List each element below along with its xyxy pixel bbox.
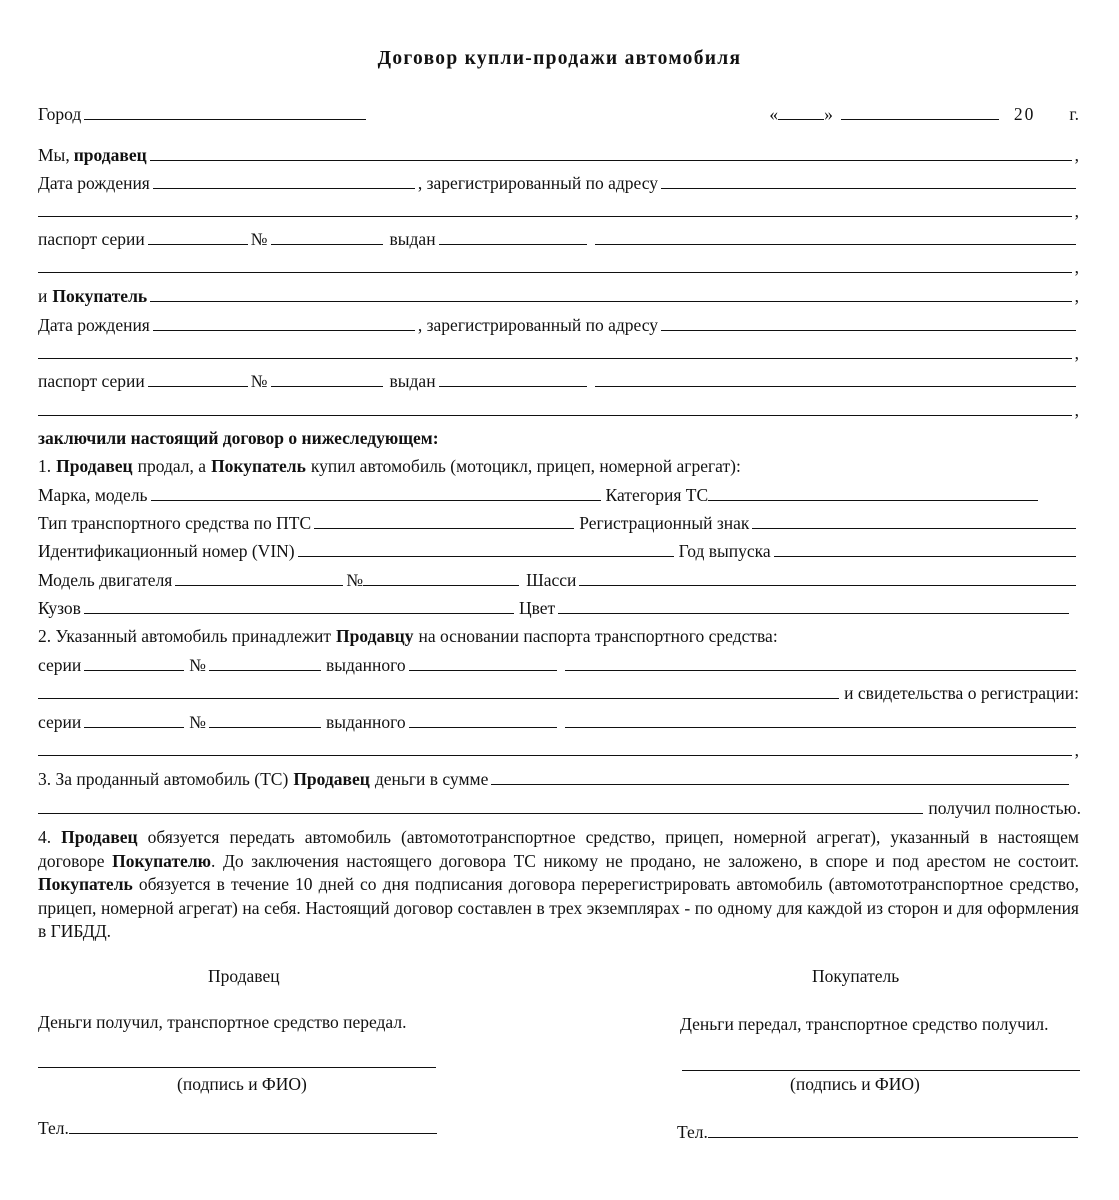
cert-issued-label: выданного — [325, 712, 406, 732]
pts-row-2 — [38, 680, 1079, 706]
buyer-address-field[interactable] — [661, 312, 1076, 331]
reg-plate-field[interactable] — [752, 510, 1076, 529]
comma: , — [1074, 740, 1079, 760]
city-label: Город — [38, 104, 82, 124]
clause1-sold: продал, а — [137, 456, 207, 476]
registered-label: , зарегистрированный по адресу — [417, 173, 659, 193]
pts-number-field[interactable] — [209, 652, 321, 671]
clause1-seller: Продавец — [56, 456, 133, 476]
clause4-buyer: Покупатель — [38, 874, 133, 894]
comma: , — [1074, 145, 1079, 165]
vehicle-type-field[interactable] — [314, 510, 574, 529]
agreed-heading-row — [38, 425, 1079, 451]
body-row — [38, 595, 1079, 621]
vin-field[interactable] — [298, 538, 674, 557]
buyer-signature-field[interactable] — [682, 1070, 1080, 1071]
chassis-field[interactable] — [579, 567, 1076, 586]
passport-series-label: паспорт серии — [38, 229, 145, 249]
clause4-seller: Продавец — [61, 827, 138, 847]
seller-passport-row-2 — [38, 254, 1079, 280]
make-model-field[interactable] — [151, 482, 601, 501]
buyer-passport-row — [38, 368, 1079, 394]
engine-row — [38, 567, 1079, 593]
clause3-row-2 — [38, 795, 1081, 821]
certificate-row-2 — [38, 737, 1079, 763]
agreed-heading: заключили настоящий договор о нижеследующем: — [38, 428, 439, 448]
year-field[interactable] — [1038, 101, 1062, 120]
seller-issued-date-field[interactable] — [439, 226, 587, 245]
clause4-text-a: обязуется передать автомобиль (автомототранспортное средство, прицеп, номерной агрегат), указанный в настоящем договоре — [38, 827, 1080, 871]
pts-issued-by-field-2[interactable] — [38, 680, 839, 699]
buyer-tel-field[interactable] — [708, 1121, 1078, 1138]
seller-signature-field[interactable] — [38, 1067, 436, 1068]
color-field[interactable] — [558, 595, 1069, 614]
category-label: Категория ТС — [605, 485, 709, 505]
year-prefix: 20 — [1013, 104, 1036, 124]
seller-address-field-2[interactable] — [38, 198, 1072, 217]
certificate-label: и свидетельства о регистрации: — [844, 683, 1079, 703]
make-model-label: Марка, модель — [38, 485, 148, 505]
buyer-label: Покупатель — [52, 286, 148, 306]
chassis-label: Шасси — [526, 570, 577, 590]
pts-series-label: серии — [38, 655, 82, 675]
cert-number-field[interactable] — [209, 709, 321, 728]
number-sign: № — [189, 712, 206, 732]
certificate-row — [38, 709, 1079, 735]
seller-address-row — [38, 198, 1079, 224]
document-title: Договор купли-продажи автомобиля — [377, 48, 742, 69]
buyer-address-row — [38, 340, 1079, 366]
buyer-birth-field[interactable] — [153, 312, 415, 331]
seller-name-row — [38, 142, 1079, 168]
day-field[interactable] — [778, 101, 824, 120]
city-field[interactable] — [84, 101, 366, 120]
comma: , — [1074, 400, 1079, 420]
seller-passport-row — [38, 226, 1079, 252]
and-label: и — [38, 286, 48, 306]
amount-field[interactable] — [491, 766, 1069, 785]
color-label: Цвет — [518, 598, 556, 618]
date-open-quote: « — [769, 104, 779, 124]
buyer-passport-series-field[interactable] — [148, 368, 248, 387]
buyer-signature-caption: (подпись и ФИО) — [790, 1074, 920, 1094]
issued-label: выдан — [389, 371, 436, 391]
pts-series-field[interactable] — [84, 652, 184, 671]
engine-label: Модель двигателя — [38, 570, 173, 590]
vin-row — [38, 538, 1079, 564]
comma: , — [1074, 201, 1079, 221]
seller-signature-title: Продавец — [208, 966, 280, 986]
vehicle-type-row — [38, 510, 1079, 536]
seller-passport-number-field[interactable] — [271, 226, 383, 245]
buyer-note: Деньги передал, транспортное средство получил. — [680, 1014, 1049, 1034]
received-fully-label: получил полностью. — [928, 798, 1081, 818]
birth-label: Дата рождения — [38, 173, 150, 193]
engine-model-field[interactable] — [175, 567, 343, 586]
number-sign: № — [250, 371, 268, 391]
vin-label: Идентификационный номер (VIN) — [38, 541, 295, 561]
engine-number-field[interactable] — [363, 567, 519, 586]
year-label: Год выпуска — [678, 541, 771, 561]
clause4-text-b: . До заключения настоящего договора ТС никому не продано, не заложено, в споре и под арестом не состоит. — [211, 850, 1080, 871]
number-sign: № — [250, 229, 268, 249]
seller-label: продавец — [73, 145, 147, 165]
birth-label: Дата рождения — [38, 315, 150, 335]
seller-tel-label: Тел. — [38, 1118, 69, 1138]
buyer-issued-date-field[interactable] — [439, 368, 587, 387]
clause1-buyer: Покупатель — [211, 456, 306, 476]
clause4-paragraph — [38, 826, 1079, 944]
clause2-seller: Продавцу — [336, 626, 414, 646]
seller-birth-field[interactable] — [153, 170, 415, 189]
buyer-tel-label: Тел. — [677, 1122, 708, 1142]
seller-name-field[interactable] — [150, 142, 1072, 161]
amount-words-field[interactable] — [38, 795, 923, 814]
seller-note: Деньги получил, транспортное средство передал. — [38, 1012, 407, 1032]
clause3-text-a: 3. За проданный автомобиль (ТС) — [38, 769, 289, 789]
buyer-issued-by-field-2[interactable] — [38, 397, 1072, 416]
make-model-row — [38, 482, 1079, 508]
category-field[interactable] — [708, 482, 1038, 501]
passport-series-label: паспорт серии — [38, 371, 145, 391]
clause3-row — [38, 766, 1079, 792]
buyer-issued-by-field[interactable] — [595, 368, 1076, 387]
comma: , — [1074, 343, 1079, 363]
we-label: Мы, — [38, 145, 70, 165]
buyer-tel-row — [677, 1121, 1078, 1143]
clause2-text-b: на основании паспорта транспортного средства: — [418, 626, 778, 646]
comma: , — [1074, 257, 1079, 277]
buyer-signature-title: Покупатель — [812, 966, 900, 986]
registered-label: , зарегистрированный по адресу — [417, 315, 659, 335]
clause1-number: 1. — [38, 456, 52, 476]
buyer-address-field-2[interactable] — [38, 340, 1072, 359]
seller-tel-field[interactable] — [69, 1117, 437, 1134]
buyer-passport-row-2 — [38, 397, 1079, 423]
year-made-field[interactable] — [774, 538, 1076, 557]
issued-label: выдан — [389, 229, 436, 249]
number-sign: № — [346, 570, 364, 590]
seller-address-field[interactable] — [661, 170, 1076, 189]
cert-issued-by-field-2[interactable] — [38, 737, 1072, 756]
seller-birth-row — [38, 170, 1079, 196]
vehicle-type-label: Тип транспортного средства по ПТС — [38, 513, 312, 533]
seller-issued-by-field[interactable] — [595, 226, 1076, 245]
clause4-buyer-dat: Покупателю — [112, 850, 212, 871]
clause2-text-a: 2. Указанный автомобиль принадлежит — [38, 626, 331, 646]
cert-series-field[interactable] — [84, 709, 184, 728]
cert-issued-date-field[interactable] — [409, 709, 557, 728]
clause2-row — [38, 623, 1079, 649]
clause4-number: 4. — [38, 827, 52, 847]
seller-issued-by-field-2[interactable] — [38, 254, 1072, 273]
cert-issued-by-field[interactable] — [565, 709, 1076, 728]
clause1-bought: купил автомобиль (мотоцикл, прицеп, номерной агрегат): — [310, 456, 741, 476]
clause3-text-b: деньги в сумме — [374, 769, 489, 789]
seller-tel-row — [38, 1117, 437, 1139]
pts-issued-label: выданного — [325, 655, 406, 675]
pts-issued-date-field[interactable] — [409, 652, 557, 671]
body-label: Кузов — [38, 598, 81, 618]
year-suffix: г. — [1069, 104, 1079, 124]
buyer-birth-row — [38, 312, 1079, 338]
seller-passport-series-field[interactable] — [148, 226, 248, 245]
buyer-name-field[interactable] — [150, 283, 1071, 302]
clause3-seller: Продавец — [293, 769, 370, 789]
date-close-quote: » — [824, 104, 833, 124]
month-field[interactable] — [841, 101, 999, 120]
body-field[interactable] — [84, 595, 514, 614]
pts-row — [38, 652, 1079, 678]
header-row — [38, 101, 1079, 127]
pts-issued-by-field[interactable] — [565, 652, 1076, 671]
number-sign: № — [189, 655, 206, 675]
buyer-name-row — [38, 283, 1079, 309]
cert-series-label: серии — [38, 712, 82, 732]
seller-signature-caption: (подпись и ФИО) — [177, 1074, 307, 1094]
buyer-passport-number-field[interactable] — [271, 368, 383, 387]
clause1-row — [38, 453, 1079, 479]
clause4-text-c: обязуется в течение 10 дней со дня подписания договора перерегистрировать автомобиль (автомототранспортное средство, прицеп, номерной агрегат) на себя. Настоящий договор составлен в трех экземплярах - по одному для каждой из сторон и для оформления в ГИБДД. — [38, 874, 1079, 941]
comma: , — [1074, 286, 1079, 306]
reg-plate-label: Регистрационный знак — [579, 513, 750, 533]
